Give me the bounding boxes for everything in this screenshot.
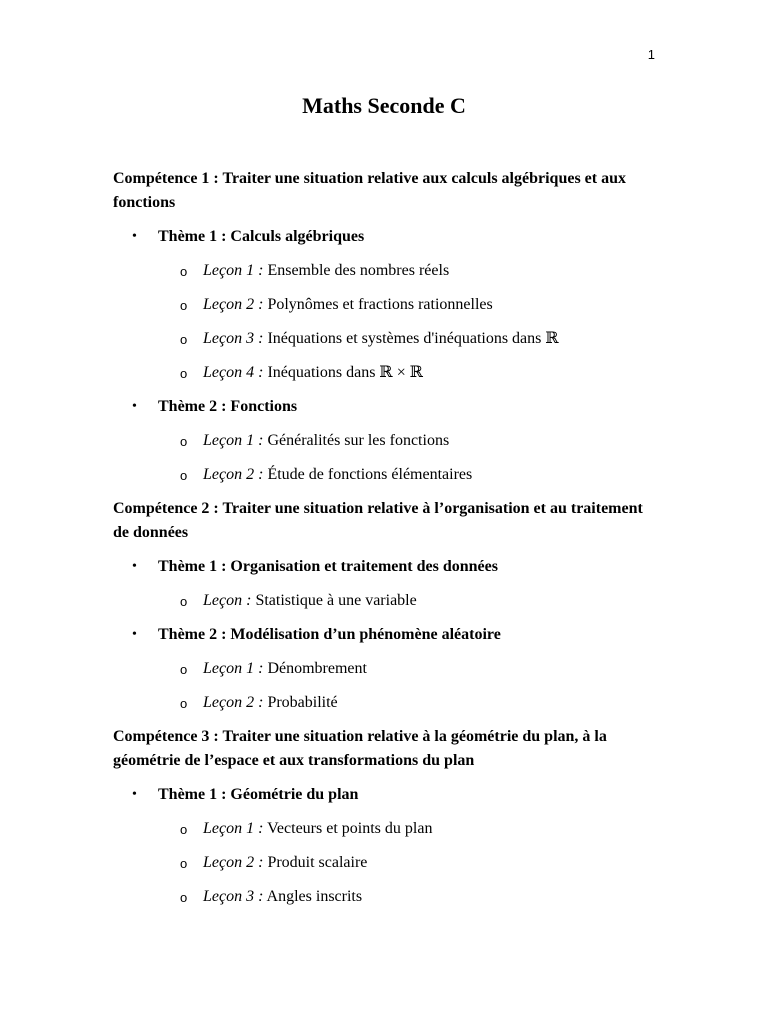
lesson-item xyxy=(113,429,658,453)
lesson-number: Leçon 2 : xyxy=(203,694,264,711)
lesson-title: Produit scalaire xyxy=(263,854,368,871)
theme-label: Thème 1 : Géométrie du plan xyxy=(158,786,359,803)
bullet-icon: • xyxy=(132,627,137,642)
lesson-number: Leçon 1 : xyxy=(203,820,264,837)
competence-heading: Compétence 2 : Traiter une situation relative à l’organisation et au traitement de données xyxy=(113,500,643,541)
lesson-number: Leçon 1 : xyxy=(203,262,264,279)
lesson-item xyxy=(113,885,658,909)
theme-item xyxy=(113,395,658,419)
circle-bullet-icon: o xyxy=(180,662,188,677)
bullet-icon: • xyxy=(132,399,137,414)
theme-item xyxy=(113,555,658,579)
lesson-title: Polynômes et fractions rationnelles xyxy=(263,296,493,313)
circle-bullet-icon: o xyxy=(180,822,188,837)
theme-item xyxy=(113,225,658,249)
circle-bullet-icon: o xyxy=(180,696,188,711)
theme-item xyxy=(113,623,658,647)
lesson-number: Leçon 1 : xyxy=(203,660,264,677)
circle-bullet-icon: o xyxy=(180,856,188,871)
page-number: 1 xyxy=(647,47,655,62)
lesson-title: Probabilité xyxy=(263,694,338,711)
lesson-title: Inéquations dans ℝ × ℝ xyxy=(263,364,424,381)
lesson-title: Ensemble des nombres réels xyxy=(263,262,450,279)
lesson-item xyxy=(113,259,658,283)
lesson-number: Leçon 2 : xyxy=(203,296,264,313)
lesson-number: Leçon : xyxy=(203,592,252,609)
circle-bullet-icon: o xyxy=(180,890,188,905)
theme-label: Thème 1 : Organisation et traitement des données xyxy=(158,558,498,575)
lesson-title: Étude de fonctions élémentaires xyxy=(263,466,473,483)
circle-bullet-icon: o xyxy=(180,332,188,347)
lesson-item xyxy=(113,817,658,841)
lesson-number: Leçon 2 : xyxy=(203,854,264,871)
competence-heading: Compétence 3 : Traiter une situation relative à la géométrie du plan, à la géométrie de l’espace et aux transformations du plan xyxy=(113,728,607,769)
lesson-item xyxy=(113,691,658,715)
circle-bullet-icon: o xyxy=(180,594,188,609)
lesson-item xyxy=(113,657,658,681)
competence-heading: Compétence 1 : Traiter une situation relative aux calculs algébriques et aux fonctions xyxy=(113,170,626,211)
bullet-icon: • xyxy=(132,229,137,244)
circle-bullet-icon: o xyxy=(180,264,188,279)
theme-label: Thème 2 : Modélisation d’un phénomène aléatoire xyxy=(158,626,501,643)
lesson-title: Dénombrement xyxy=(263,660,367,677)
lesson-item xyxy=(113,327,658,351)
document-body xyxy=(113,167,658,919)
lesson-title: Statistique à une variable xyxy=(251,592,417,609)
bullet-icon: • xyxy=(132,559,137,574)
lesson-title: Généralités sur les fonctions xyxy=(263,432,450,449)
lesson-title: Vecteurs et points du plan xyxy=(263,820,433,837)
lesson-number: Leçon 1 : xyxy=(203,432,264,449)
lesson-item xyxy=(113,463,658,487)
lesson-item xyxy=(113,589,658,613)
lesson-number: Leçon 2 : xyxy=(203,466,264,483)
lesson-number: Leçon 4 : xyxy=(203,364,264,381)
theme-label: Thème 1 : Calculs algébriques xyxy=(158,228,365,245)
lesson-title: Inéquations et systèmes d'inéquations dans ℝ xyxy=(263,330,559,347)
circle-bullet-icon: o xyxy=(180,366,188,381)
lesson-number: Leçon 3 : xyxy=(203,888,264,905)
document-title: Maths Seconde C xyxy=(302,93,466,118)
lesson-item xyxy=(113,361,658,385)
circle-bullet-icon: o xyxy=(180,434,188,449)
theme-item xyxy=(113,783,658,807)
circle-bullet-icon: o xyxy=(180,468,188,483)
bullet-icon: • xyxy=(132,787,137,802)
theme-label: Thème 2 : Fonctions xyxy=(158,398,298,415)
lesson-title: Angles inscrits xyxy=(263,888,363,905)
lesson-number: Leçon 3 : xyxy=(203,330,264,347)
lesson-item xyxy=(113,851,658,875)
lesson-item xyxy=(113,293,658,317)
circle-bullet-icon: o xyxy=(180,298,188,313)
